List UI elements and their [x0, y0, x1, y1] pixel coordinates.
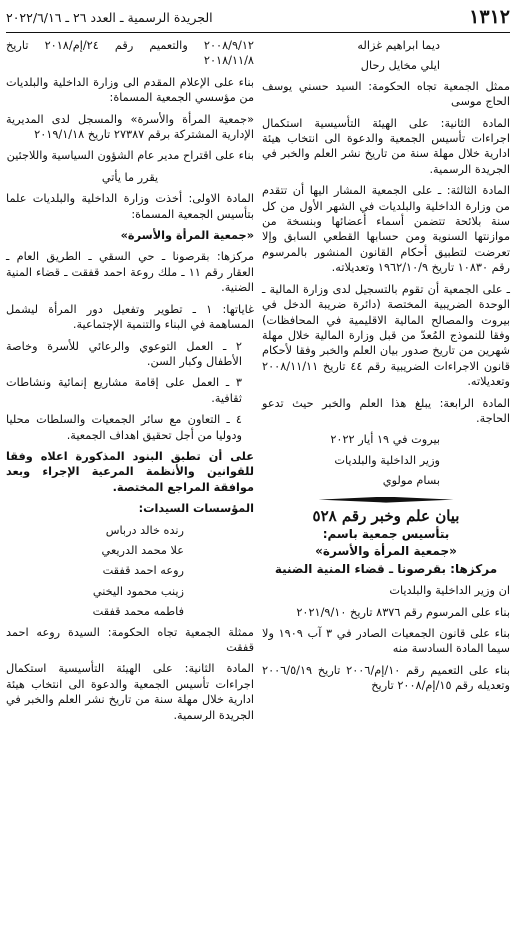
association-name: «جمعية المرأة والأسرة» — [120, 229, 254, 243]
article-4: المادة الرابعة: يبلغ هذا العلم والخبر حيث تدعو الحاجة. — [262, 396, 510, 425]
founder-name: ديما ابراهيم غزاله — [357, 39, 440, 52]
founder-name: ايلي مخايل رحال — [360, 59, 440, 73]
reference-decree: بناء على المرسوم رقم ٨٣٧٦ تاريخ ٢٠٢١/٩/١٠ — [296, 605, 510, 619]
announcement-association-name: «جمعية المرأة والأسرة» — [315, 544, 457, 559]
proposal-basis: بناء على اقتراح مدير عام الشؤون السياسية واللاجئين — [6, 149, 254, 163]
article-2: المادة الثانية: على الهيئة التأسيسية استكمال اجراءات تأسيس الجمعية والدعوة الى انتخاب هيئة ادارية خلال مهلة سنة من تاريخ نشر العلم والخبر في الجريدة الرسمية. — [6, 662, 254, 722]
signature-date: بيروت في ١٩ أيار ٢٠٢٢ — [330, 433, 440, 447]
right-column — [262, 38, 510, 700]
article-1: المادة الاولى: أخذت وزارة الداخلية والبلديات علما بتأسيس الجمعية المسماة: — [6, 192, 254, 221]
page-number: ١٣١٢ — [469, 6, 510, 28]
founder-name: رنده خالد درباس — [105, 523, 184, 537]
gov-representative: ممثلة الجمعية تجاه الحكومة: السيدة روعه احمد قفقت — [6, 625, 254, 654]
signature-title: وزير الداخلية والبلديات — [334, 453, 440, 467]
headquarters: مركزها: بقرصونا ـ حي السقي ـ الطريق العام ـ العقار رقم ١١ ـ ملك روعة احمد قفقت ـ قضاء المنية الضنية. — [6, 250, 254, 295]
founder-name: فاطمه محمد قفقت — [92, 605, 184, 619]
goal-1: غاياتها: ١ ـ تطوير وتفعيل دور المرأة ليشمل المساهمة في البناء والتنمية الإجتماعية. — [6, 302, 254, 332]
founders-list-top — [262, 38, 510, 74]
article-2: المادة الثانية: على الهيئة التأسيسية استكمال اجراءات تأسيس الجمعية والدعوة الى انتخاب هيئة ادارية خلال مهلة سنة من تاريخ نشر العلم والخبر في الجريدة الرسمية. — [262, 116, 510, 176]
founder-name: روعه احمد قفقت — [102, 564, 184, 578]
decision-heading: يقرر ما يأتي — [101, 170, 159, 184]
announcement-hq: مركزها: بقرصونا ـ قضاء المنية الضنية — [274, 561, 498, 576]
goal-4: ٤ ـ التعاون مع سائر الجمعيات والسلطات محليا ودوليا من أجل تحقيق اهداف الجمعية. — [6, 413, 242, 442]
minister-line: ان وزير الداخلية والبلديات — [389, 584, 510, 598]
reference-circular: بناء على التعميم رقم ١٠/إم/٢٠٠٦ تاريخ ٢٠٠٦/٥/١٩ وتعديله رقم ١٥/إم/٢٠٠٨ تاريخ — [262, 663, 510, 693]
article-3-tax: ـ على الجمعية أن تقوم بالتسجيل لدى وزارة المالية ـ الوحدة الضريبية المختصة (دائرة ضريبة الدخل في بيروت والمصالح المالية الاقليمية في المحافظات) وفقا للنموذج المُعدّ من قبل وزارة المالية خلال مهلة شهرين من تاريخ صدور بيان العلم والخبر وفقا لأحكام قانون الاجراءات الضريبية رقم ٤٤ تاريخ ٢٠٠٨/١١/١١ وتعديلاته. — [262, 282, 510, 389]
announcement-subtitle: بتأسيس جمعية باسم: — [322, 526, 450, 541]
registration-basis: «جمعية المرأة والأسرة» والمسجل لدى المديرية الإدارية المشتركة برقم ٢٧٣٨٧ تاريخ ٢٠١٩/١/١٨ — [6, 112, 254, 142]
announcement-title: بيان علم وخبر رقم ٥٢٨ — [312, 506, 460, 525]
article-3: المادة الثالثة: ـ على الجمعية المشار اليها أن تتقدم من وزارة الداخلية والبلديات في الشهر الأول من كل سنة بلائحة تتضمن أسماء أعضائها وبنسخة من موازنتها السنوية ومن حسابها القطعي السابق وإلا تعرضت لتطبيق أحكام القانون المنشور بالمرسوم رقم ١٠٨٣٠ تاريخ ١٩٦٢/١٠/٩ وتعديلاته. — [262, 184, 510, 275]
compliance-clause: على أن تطبق البنود المذكورة اعلاه وفقا للقوانين والأنظمة المرعية الإجراء وبعد موافقة المراجع المختصة. — [6, 449, 254, 494]
section-divider — [262, 497, 510, 503]
founder-name: زينب محمود اليخني — [92, 584, 184, 598]
issue-info: الجريدة الرسمية ـ العدد ٢٦ ـ ٢٠٢٢/٦/١٦ — [6, 9, 213, 25]
left-column — [6, 38, 254, 729]
founder-name: علا محمد الدريعي — [101, 543, 184, 557]
founders-list — [6, 523, 254, 620]
reference-law: بناء على قانون الجمعيات الصادر في ٣ آب ١٩٠٩ ولا سيما المادة السادسة منه — [262, 627, 510, 656]
signature-name: بسام مولوي — [382, 474, 440, 488]
page-header — [6, 2, 510, 33]
gov-representative: ممثل الجمعية تجاه الحكومة: السيد حسني يوسف الحاج موسى — [262, 79, 510, 109]
goal-3: ٣ ـ العمل على إقامة مشاريع إنمائية ونشاطات ثقافية. — [6, 376, 242, 405]
goal-2: ٢ ـ العمل التوعوي والرعائي للأسرة وخاصة الأطفال وكبار السن. — [6, 339, 242, 368]
founders-label: المؤسسات السيدات: — [138, 502, 254, 516]
notification-basis: بناء على الإعلام المقدم الى وزارة الداخلية والبلديات من مؤسسي الجمعية المسماة: — [6, 75, 254, 105]
circular-continuation: ٢٠٠٨/٩/١٢ والتعميم رقم ٢٤/إم/٢٠١٨ تاريخ ٢٠١٨/١١/٨ — [6, 39, 254, 68]
